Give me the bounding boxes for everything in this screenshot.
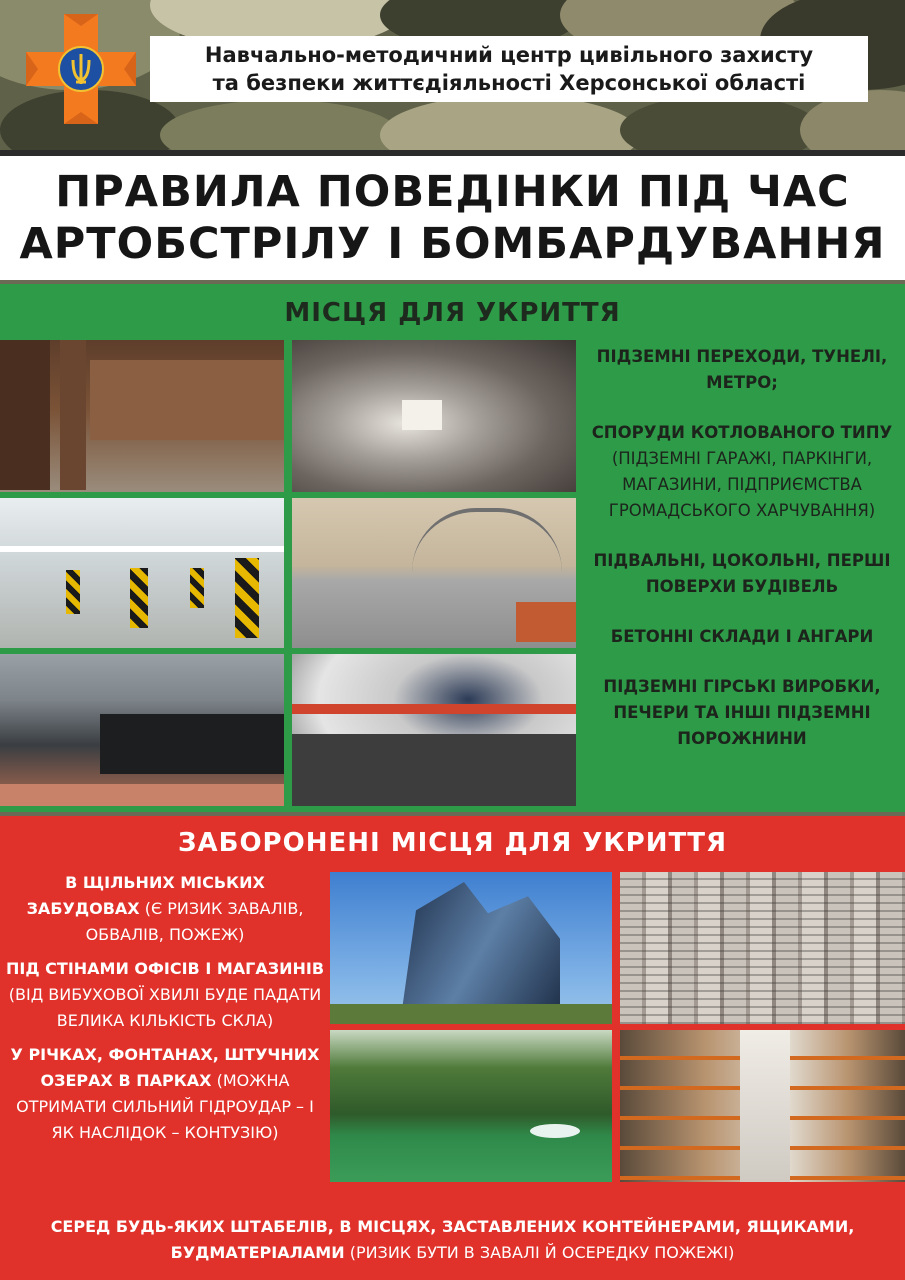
camo-blob xyxy=(160,100,400,150)
basement-photo xyxy=(0,340,284,492)
parking-photo xyxy=(0,498,284,648)
shelters-heading: МІСЦЯ ДЛЯ УКРИТТЯ xyxy=(284,298,621,328)
tunnel-photo xyxy=(292,340,576,492)
forbidden-heading: ЗАБОРОНЕНІ МІСЦЯ ДЛЯ УКРИТТЯ xyxy=(178,828,727,858)
shelters-list xyxy=(586,344,898,776)
title-line-2: АРТОБСТРІЛУ І БОМБАРДУВАННЯ xyxy=(19,219,886,269)
forbidden-item: У РІЧКАХ, ФОНТАНАХ, ШТУЧНИХ ОЗЕРАХ В ПАРКАХ (МОЖНА ОТРИМАТИ СИЛЬНИЙ ГІДРОУДАР – І ЯК НАСЛІДОК – КОНТУЗІЮ) xyxy=(10,1045,320,1142)
shelters-section xyxy=(0,284,905,812)
organization-name-line-2: та безпеки життєдіяльності Херсонської області xyxy=(212,71,806,95)
forbidden-section xyxy=(0,816,905,1280)
poster-title xyxy=(0,150,905,280)
camo-blob xyxy=(380,95,640,150)
underground-entrance-photo xyxy=(292,498,576,648)
organization-name-line-1: Навчально-методичний центр цивільного захисту xyxy=(204,43,814,67)
warehouse-photo xyxy=(620,1030,905,1182)
dsns-emblem-icon xyxy=(24,12,138,126)
shelter-item: ПІДЗЕМНІ ПЕРЕХОДИ, ТУНЕЛІ, МЕТРО; xyxy=(596,347,888,392)
forbidden-list xyxy=(6,870,324,1154)
camouflage-header xyxy=(0,0,905,150)
glass-office-photo xyxy=(330,872,612,1024)
organization-name-box xyxy=(150,36,868,102)
forbidden-item: ПІД СТІНАМИ ОФІСІВ І МАГАЗИНІВ (ВІД ВИБУХОВОЇ ХВИЛІ БУДЕ ПАДАТИ ВЕЛИКА КІЛЬКІСТЬ СКЛА) xyxy=(6,959,325,1030)
park-lake-photo xyxy=(330,1030,612,1182)
dense-buildings-photo xyxy=(620,872,905,1024)
shelter-item: ПІДЗЕМНІ ГІРСЬКІ ВИРОБКИ, ПЕЧЕРИ ТА ІНШІ ПІДЗЕМНІ ПОРОЖНИНИ xyxy=(603,677,881,748)
title-line-1: ПРАВИЛА ПОВЕДІНКИ ПІД ЧАС xyxy=(55,167,850,217)
camo-blob xyxy=(620,95,820,150)
shelter-item: ПІДВАЛЬНІ, ЦОКОЛЬНІ, ПЕРШІ ПОВЕРХИ БУДІВЕЛЬ xyxy=(593,551,891,596)
shelter-item: СПОРУДИ КОТЛОВАНОГО ТИПУ (ПІДЗЕМНІ ГАРАЖІ, ПАРКІНГИ, МАГАЗИНИ, ПІДПРИЄМСТВА ГРОМАДСЬКОГО ХАРЧУВАННЯ) xyxy=(591,423,893,520)
road-tunnel-photo xyxy=(292,654,576,806)
forbidden-bottom-note: СЕРЕД БУДЬ-ЯКИХ ШТАБЕЛІВ, В МІСЦЯХ, ЗАСТАВЛЕНИХ КОНТЕЙНЕРАМИ, ЯЩИКАМИ, БУДМАТЕРІАЛАМИ (РИЗИК БУТИ В ЗАВАЛІ Й ОСЕРЕДКУ ПОЖЕЖІ) xyxy=(50,1217,855,1262)
forbidden-item: В ЩІЛЬНИХ МІСЬКИХ ЗАБУДОВАХ (Є РИЗИК ЗАВАЛІВ, ОБВАЛІВ, ПОЖЕЖ) xyxy=(26,873,304,944)
underpass-photo xyxy=(0,654,284,806)
shelter-item: БЕТОННІ СКЛАДИ І АНГАРИ xyxy=(610,627,874,646)
